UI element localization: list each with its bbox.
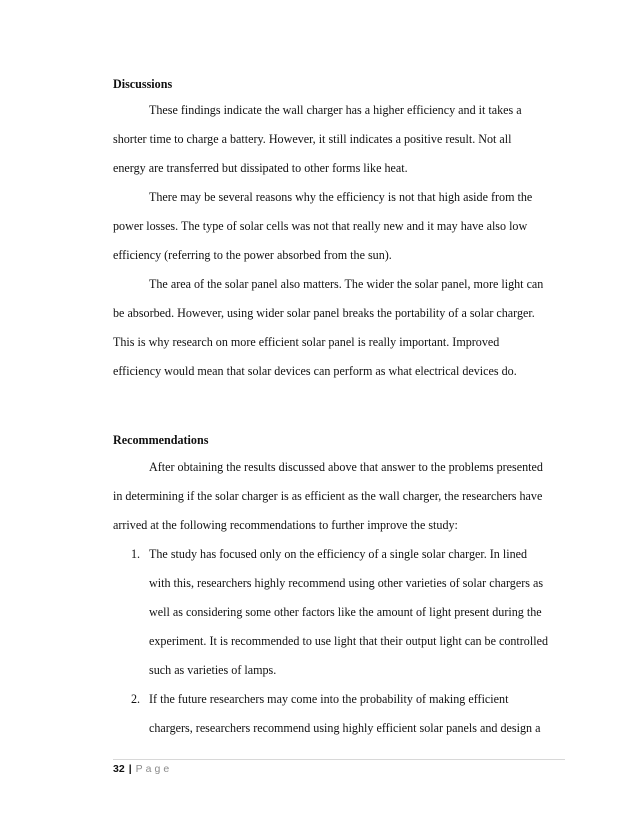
- list-item-line: such as varieties of lamps.: [149, 663, 277, 677]
- discussions-heading: Discussions: [113, 77, 173, 91]
- list-item-line: experiment. It is recommended to use light that their output light can be controlled: [149, 634, 548, 648]
- list-item-number: 1.: [131, 547, 141, 561]
- list-item-line: with this, researchers highly recommend using other varieties of solar chargers as: [149, 576, 544, 590]
- paragraph-line: efficiency (referring to the power absorbed from the sun).: [113, 248, 392, 262]
- paragraph-line: After obtaining the results discussed above that answer to the problems presented: [149, 460, 543, 474]
- recommendations-heading: Recommendations: [113, 433, 209, 447]
- paragraph-line: The area of the solar panel also matters. The wider the solar panel, more light can: [149, 277, 544, 291]
- paragraph-line: These findings indicate the wall charger has a higher efficiency and it takes a: [149, 103, 522, 117]
- page-number: 32: [113, 763, 125, 775]
- footer-divider: [113, 759, 565, 760]
- list-item-line: If the future researchers may come into the probability of making efficient: [149, 692, 509, 706]
- list-item-line: chargers, researchers recommend using highly efficient solar panels and design a: [149, 721, 541, 735]
- list-item-line: The study has focused only on the efficiency of a single solar charger. In lined: [149, 547, 528, 561]
- paragraph-line: There may be several reasons why the efficiency is not that high aside from the: [149, 190, 533, 204]
- paragraph-line: in determining if the solar charger is as efficient as the wall charger, the researchers have: [113, 489, 543, 503]
- list-item-line: well as considering some other factors like the amount of light present during the: [149, 605, 542, 619]
- paragraph-line: energy are transferred but dissipated to other forms like heat.: [113, 161, 408, 175]
- paragraph-line: power losses. The type of solar cells was not that really new and it may have also low: [113, 219, 528, 233]
- paragraph-line: arrived at the following recommendations to further improve the study:: [113, 518, 458, 532]
- page-footer: [113, 763, 172, 775]
- paragraph-line: efficiency would mean that solar devices can perform as what electrical devices do.: [113, 364, 517, 378]
- paragraph-line: This is why research on more efficient solar panel is really important. Improved: [113, 335, 500, 349]
- list-item-number: 2.: [131, 692, 141, 706]
- paragraph-line: be absorbed. However, using wider solar panel breaks the portability of a solar charger.: [113, 306, 535, 320]
- footer-separator: |: [128, 763, 132, 775]
- paragraph-line: shorter time to charge a battery. However, it still indicates a positive result. Not all: [113, 132, 512, 146]
- page-label: Page: [135, 763, 173, 775]
